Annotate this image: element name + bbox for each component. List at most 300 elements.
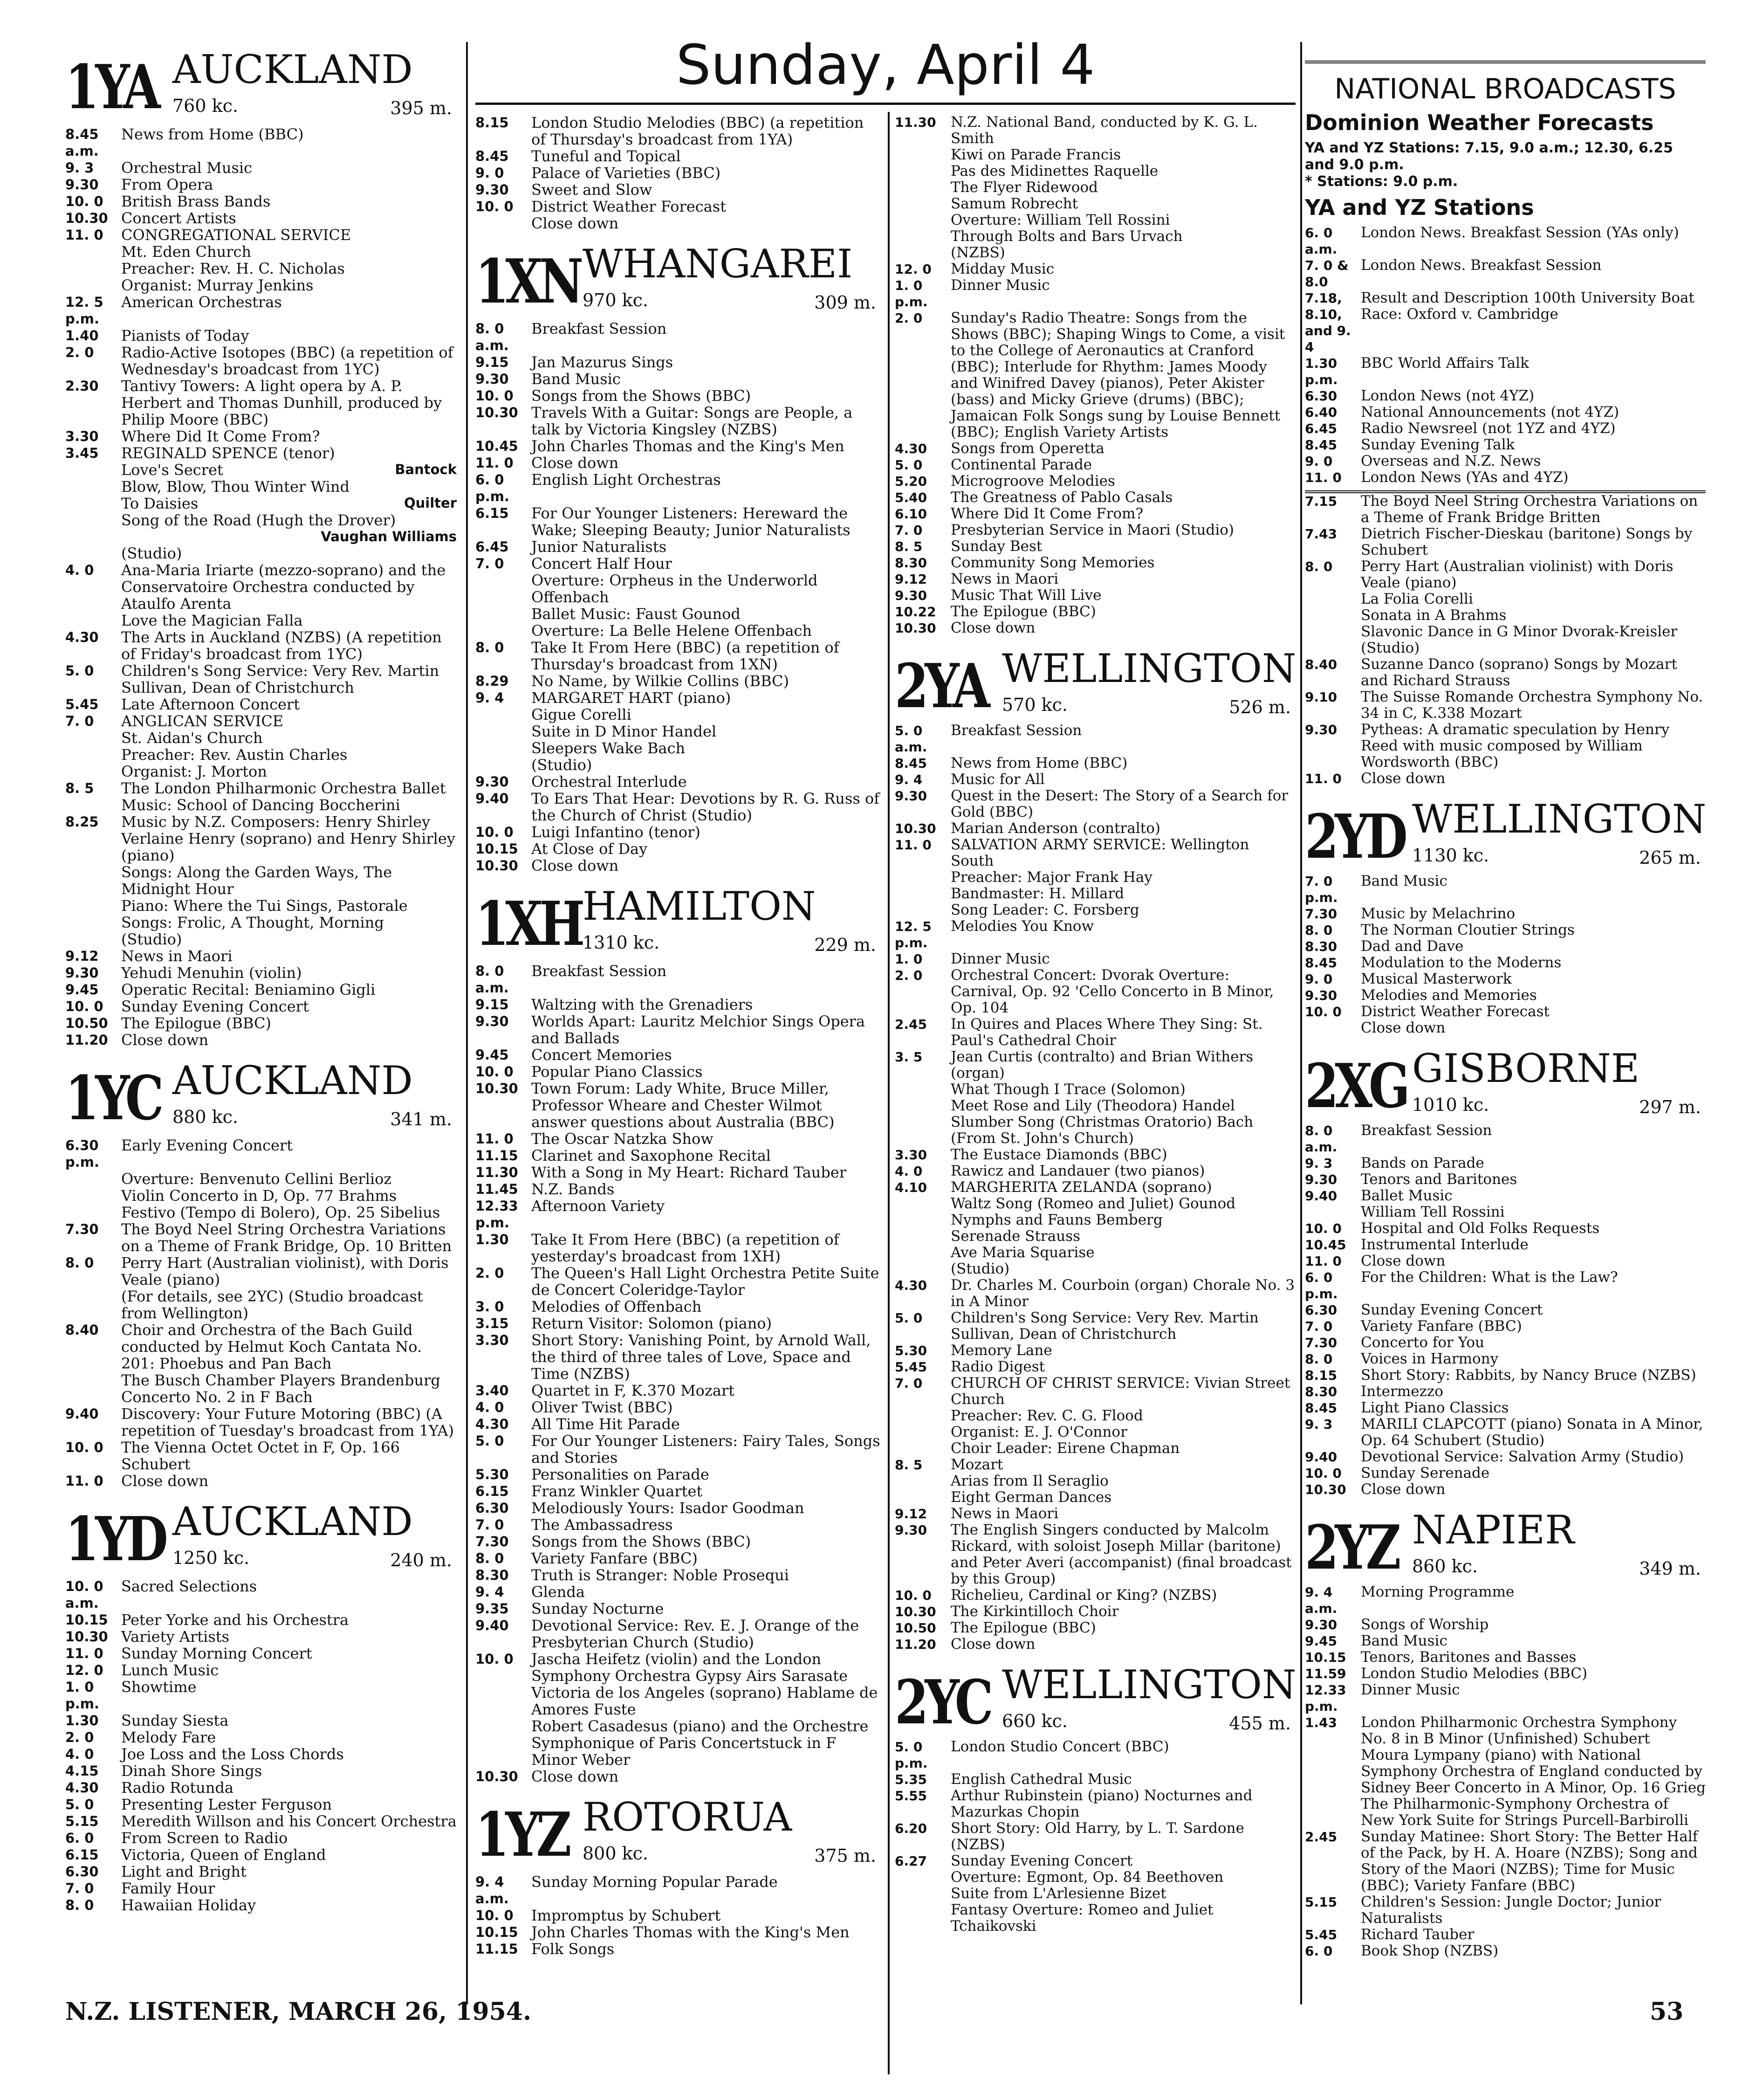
station-wavelength: 297 m. — [1639, 1097, 1701, 1117]
schedule-entry — [475, 1584, 881, 1600]
schedule-entry — [895, 506, 1296, 522]
entry-time — [65, 545, 121, 562]
entry-time: 9. 4 — [895, 772, 923, 787]
entry-time: 6.40 — [1305, 405, 1337, 420]
entry-time: 11.20 — [65, 1032, 108, 1048]
entry-time: 10. 0 — [475, 1064, 514, 1080]
entry-time: 8.30 — [1305, 939, 1337, 954]
entry-time: 10.30 — [475, 405, 518, 420]
entry-time: 8. 0 a.m. — [475, 321, 509, 353]
entry-text: SALVATION ARMY SERVICE: Wellington South — [951, 836, 1249, 869]
entry-time: 10. 0 — [475, 199, 514, 214]
entry-text: MARGARET HART (piano) — [531, 689, 731, 707]
schedule-entry — [65, 1322, 457, 1372]
schedule-entry — [65, 1796, 457, 1813]
station-header — [895, 646, 1296, 722]
schedule-entry — [895, 1228, 1296, 1245]
entry-time — [475, 706, 531, 723]
entry-time: 10.22 — [895, 604, 936, 620]
entry-time: 1.43 — [1305, 1715, 1337, 1730]
schedule-entry — [895, 245, 1296, 261]
entry-time: 3.30 — [65, 428, 99, 444]
schedule-entry — [1305, 1351, 1706, 1367]
schedule-entry — [895, 1245, 1296, 1261]
entry-text: News in Maori — [121, 947, 233, 965]
entry-text: The Epilogue (BBC) — [121, 1014, 271, 1032]
schedule-entry — [895, 1522, 1296, 1587]
entry-time: 9.15 — [475, 354, 509, 370]
entry-text: Glenda — [531, 1583, 585, 1601]
entry-time: 1.30 p.m. — [1305, 356, 1338, 387]
schedule-entry — [475, 1130, 881, 1147]
schedule-entry — [1305, 1020, 1706, 1036]
schedule-entry — [1305, 1384, 1706, 1400]
entry-text: News in Maori — [951, 1505, 1059, 1522]
entry-time: 5.15 — [65, 1813, 99, 1829]
entry-text: Pas des Midinettes Raquelle — [951, 163, 1159, 179]
schedule-entry — [895, 1886, 1296, 1902]
entry-time: 7.30 — [475, 1534, 509, 1549]
entry-text: To Ears That Hear: Devotions by R. G. Russ of the Church of Christ (Studio) — [531, 790, 880, 824]
schedule-entry — [475, 963, 881, 996]
entry-text: Fantasy Overture: Romeo and Juliet Tchaikovski — [951, 1901, 1214, 1935]
entry-time: 9.40 — [475, 1618, 509, 1633]
schedule-entry — [1305, 388, 1706, 404]
entry-text: Breakfast Session — [531, 962, 667, 980]
entry-time — [895, 1440, 951, 1457]
entry-text: Community Song Memories — [951, 554, 1155, 571]
schedule-entry — [895, 1130, 1296, 1147]
schedule-entry — [475, 857, 881, 874]
schedule-entry — [475, 1265, 881, 1298]
entry-text: Concert Memories — [531, 1046, 672, 1064]
schedule-entry — [1305, 1617, 1706, 1633]
schedule-entry — [65, 931, 457, 948]
entry-text: For the Children: What is the Law? — [1361, 1269, 1618, 1286]
entry-text: Book Shop (NZBS) — [1361, 1942, 1499, 1959]
entry-text: Kiwi on Parade Francis — [951, 146, 1121, 163]
schedule-entry — [1305, 722, 1706, 771]
entry-text: Sunday Siesta — [121, 1712, 229, 1729]
national-broadcasts-box — [1305, 61, 1706, 493]
entry-text: REGINALD SPENCE (tenor) — [121, 444, 335, 462]
schedule-entry — [1305, 257, 1706, 290]
entry-time: 9. 0 — [1305, 454, 1333, 469]
schedule-entry — [895, 1440, 1296, 1457]
entry-text: Sunday Evening Concert — [121, 998, 309, 1015]
schedule-entry — [475, 757, 881, 773]
entry-time: 6.30 — [1305, 1302, 1337, 1318]
schedule-entry — [1305, 955, 1706, 971]
entry-text: Truth is Stranger: Noble Prosequi — [531, 1566, 789, 1584]
entry-time: 9.12 — [65, 948, 99, 964]
schedule-entry — [65, 1679, 457, 1712]
entry-text: Variety Fanfare (BBC) — [1361, 1318, 1522, 1335]
entry-text: (Studio) — [531, 756, 592, 774]
station-callsign: 2XG — [1305, 1050, 1406, 1122]
entry-text: Songs: Frolic, A Thought, Morning — [121, 914, 384, 931]
song-entry — [65, 529, 457, 545]
schedule-entry — [895, 212, 1296, 228]
schedule-entry — [1305, 1633, 1706, 1649]
schedule-entry — [1305, 1269, 1706, 1302]
station-frequency: 860 kc. — [1412, 1556, 1478, 1577]
schedule-entry — [65, 1405, 457, 1439]
schedule-entry — [475, 1181, 881, 1198]
schedule-entry — [475, 165, 881, 181]
entry-text: Early Evening Concert — [121, 1136, 293, 1154]
station-header — [475, 1794, 881, 1869]
entry-text: Tenors, Baritones and Basses — [1361, 1649, 1577, 1666]
entry-time: 5.45 — [895, 1359, 927, 1375]
entry-time: 4. 0 — [895, 1164, 923, 1179]
schedule-entry — [65, 126, 457, 159]
entry-time: 10. 0 — [475, 388, 514, 404]
schedule-entry — [65, 176, 457, 193]
entry-time: 5.30 — [895, 1343, 927, 1358]
entry-time: 7.30 — [1305, 1335, 1337, 1350]
entry-time: 10.15 — [475, 1924, 518, 1940]
entry-text: Tenors and Baritones — [1361, 1171, 1517, 1188]
entry-time: 8. 0 — [65, 1897, 94, 1913]
entry-time: 3.45 — [65, 445, 99, 461]
entry-text: Close down — [1361, 1253, 1446, 1269]
entry-text: Popular Piano Classics — [531, 1063, 703, 1081]
entry-time — [895, 1408, 951, 1424]
schedule-entry — [1305, 1318, 1706, 1335]
entry-text: Suite from L'Arlesienne Bizet — [951, 1885, 1166, 1902]
entry-time — [65, 914, 121, 931]
schedule-entry — [895, 1739, 1296, 1771]
entry-text: Presbyterian Service in Maori (Studio) — [951, 522, 1234, 538]
entry-time: 10.30 — [895, 1604, 936, 1619]
entry-time — [895, 245, 951, 261]
entry-text: London Studio Melodies (BBC) (a repetition of Thursday's broadcast from 1YA) — [531, 114, 864, 148]
entry-text: Suzanne Danco (soprano) Songs by Mozart and Richard Strauss — [1361, 656, 1677, 689]
weather-line: * Stations: 9.0 p.m. — [1305, 173, 1458, 190]
song-entry — [65, 461, 457, 478]
schedule-entry — [65, 1830, 457, 1846]
schedule-entry — [65, 1187, 457, 1204]
schedule-entry — [1305, 1714, 1706, 1747]
schedule-entry — [65, 1473, 457, 1489]
station-wavelength: 240 m. — [390, 1550, 452, 1570]
schedule-entry — [475, 505, 881, 538]
entry-time: 10.30 — [895, 620, 936, 636]
schedule-entry — [475, 1063, 881, 1080]
schedule-entry — [1305, 1747, 1706, 1796]
entry-text: English Cathedral Music — [951, 1771, 1132, 1788]
entry-text: William Tell Rossini — [1361, 1204, 1505, 1220]
entry-time — [65, 897, 121, 914]
schedule-entry — [1305, 526, 1706, 558]
entry-text: With a Song in My Heart: Richard Tauber — [531, 1164, 847, 1181]
schedule-entry — [65, 562, 457, 612]
entry-text: Return Visitor: Solomon (piano) — [531, 1315, 772, 1332]
entry-text: Overture: Orpheus in the Underworld Offenbach — [531, 571, 818, 606]
entry-time: 7.43 — [1305, 526, 1337, 542]
entry-time: 5. 0 — [475, 1433, 504, 1449]
schedule-entry — [895, 1196, 1296, 1212]
entry-text: Sunday Morning Popular Parade — [531, 1873, 778, 1891]
schedule-entry — [895, 837, 1296, 869]
schedule-entry — [895, 951, 1296, 967]
entry-time: 9. 4 — [475, 690, 504, 706]
schedule-entry — [1305, 624, 1706, 640]
entry-time: 9. 4 a.m. — [1305, 1584, 1337, 1616]
entry-text: All Time Hit Parade — [531, 1415, 680, 1433]
schedule-entry — [65, 713, 457, 730]
schedule-entry — [65, 1254, 457, 1288]
entry-text: At Close of Day — [531, 840, 648, 858]
entry-text: Ave Maria Squarise — [951, 1244, 1095, 1261]
entry-time: 6.27 — [895, 1853, 927, 1869]
entry-time: 10. 0 — [475, 824, 514, 840]
entry-time: 10. 0 — [895, 1588, 932, 1603]
schedule-entry — [475, 438, 881, 454]
schedule-entry — [65, 612, 457, 629]
entry-text: Melody Fare — [121, 1728, 216, 1746]
entry-time: 8. 0 — [1305, 559, 1333, 574]
schedule-entry — [895, 457, 1296, 473]
entry-time: 5. 0 — [895, 457, 923, 473]
schedule-entry — [895, 1489, 1296, 1506]
entry-text: District Weather Forecast — [531, 198, 727, 215]
schedule-entry — [895, 277, 1296, 310]
station-header — [65, 1058, 457, 1132]
station-header — [1305, 1046, 1706, 1122]
entry-text: Tantivy Towers: A light opera by A. P. Herbert and Thomas Dunhill, produced by Philip Moore (BBC) — [121, 377, 442, 428]
entry-time — [895, 886, 951, 902]
entry-time: 9. 4 a.m. — [475, 1874, 509, 1907]
station-city: GISBORNE — [1412, 1046, 1640, 1091]
entry-text: Piano: Where the Tui Sings, Pastorale — [121, 897, 408, 915]
entry-text: Town Forum: Lady White, Bruce Miller, Professor Wheare and Chester Wilmot answer questions about Australia (BBC) — [531, 1080, 835, 1131]
entry-text: London News (YAs and 4YZ) — [1361, 469, 1569, 486]
entry-time: 8. 0 — [1305, 1351, 1333, 1367]
schedule-entry — [65, 964, 457, 981]
entry-text: Quartet in F, K.370 Mozart — [531, 1382, 735, 1399]
schedule-entry — [65, 948, 457, 964]
entry-text: London Studio Melodies (BBC) — [1361, 1665, 1588, 1682]
entry-text: Short Story: Rabbits, by Nancy Bruce (NZBS) — [1361, 1367, 1696, 1384]
song-composer: Quilter — [404, 495, 457, 511]
entry-time: 10.45 — [475, 438, 518, 454]
entry-time: 7. 0 — [65, 713, 94, 729]
entry-time: 6.45 — [1305, 421, 1337, 436]
entry-text: Bandmaster: H. Millard — [951, 885, 1125, 902]
schedule-entry — [895, 538, 1296, 555]
entry-time: 5.30 — [475, 1467, 509, 1482]
entry-text: Perry Hart (Australian violinist), with Doris Veale (piano) — [121, 1254, 449, 1288]
entry-time — [65, 931, 121, 948]
entry-text: Overture: Egmont, Op. 84 Beethoven — [951, 1869, 1224, 1886]
entry-time: 8.15 — [1305, 1368, 1337, 1383]
entry-text: American Orchestras — [121, 293, 282, 311]
schedule-entry — [475, 1080, 881, 1130]
schedule-entry — [1305, 1400, 1706, 1416]
schedule-entry — [65, 428, 457, 445]
entry-text: London News (not 4YZ) — [1361, 387, 1535, 404]
entry-time — [65, 730, 121, 746]
schedule-entry — [65, 1729, 457, 1746]
schedule-entry — [65, 1628, 457, 1645]
station-callsign: 1XN — [475, 246, 580, 317]
schedule-entry — [895, 1424, 1296, 1440]
entry-time: 2. 0 — [475, 1265, 504, 1281]
schedule-entry — [475, 198, 881, 215]
schedule-entry — [895, 604, 1296, 620]
entry-text: The Ambassadress — [531, 1516, 673, 1534]
entry-time: 7. 0 & 8.0 — [1305, 258, 1349, 289]
entry-text: Sunday Evening Talk — [1361, 436, 1515, 453]
entry-time: 9.45 — [475, 1047, 509, 1063]
stations-heading: YA and YZ Stations — [1305, 195, 1534, 220]
schedule-entry — [475, 840, 881, 857]
entry-text: Palace of Varieties (BBC) — [531, 164, 721, 182]
entry-time: 11. 0 — [65, 1473, 103, 1489]
entry-text: Radio Newsreel (not 1YZ and 4YZ) — [1361, 420, 1616, 437]
entry-text: Sleepers Wake Bach — [531, 739, 686, 757]
schedule-entry — [65, 1880, 457, 1897]
schedule-entry — [895, 1179, 1296, 1196]
entry-text: Music for All — [951, 771, 1045, 788]
entry-text: Band Music — [1361, 873, 1447, 889]
schedule-entry — [1305, 1155, 1706, 1171]
schedule-entry — [895, 196, 1296, 212]
schedule-entry — [475, 371, 881, 387]
schedule-entry — [895, 1081, 1296, 1098]
entry-time: 12. 5 p.m. — [65, 294, 103, 327]
schedule-entry — [65, 1032, 457, 1048]
entry-text: Dinner Music — [1361, 1681, 1460, 1698]
entry-time: 6. 0 p.m. — [1305, 1270, 1338, 1301]
schedule-entry — [475, 639, 881, 673]
entry-text: Songs from the Shows (BBC) — [531, 387, 751, 405]
footer-page-number: 53 — [1650, 1997, 1684, 2026]
entry-time — [1305, 624, 1361, 640]
entry-time — [475, 1718, 531, 1768]
entry-time — [895, 1869, 951, 1886]
schedule-entry — [1305, 656, 1706, 689]
entry-text: Waltzing with the Grenadiers — [531, 996, 753, 1013]
entry-text: The Epilogue (BBC) — [951, 603, 1096, 620]
entry-text: The Eustace Diamonds (BBC) — [951, 1146, 1167, 1163]
schedule-entry — [475, 538, 881, 555]
entry-text: London News. Breakfast Session — [1361, 257, 1602, 274]
entry-text: Bands on Parade — [1361, 1155, 1484, 1171]
entry-text: Close down — [1361, 1481, 1446, 1498]
entry-text: Tuneful and Topical — [531, 147, 681, 165]
schedule-entry — [895, 1408, 1296, 1424]
schedule-entry — [475, 555, 881, 572]
song-title: Love's Secret — [121, 461, 223, 479]
entry-text: Close down — [951, 1636, 1036, 1652]
entry-time: 9.30 — [65, 965, 99, 981]
station-city: HAMILTON — [583, 883, 816, 929]
schedule-entry — [895, 1820, 1296, 1853]
schedule-entry — [895, 555, 1296, 571]
entry-time: 7. 0 p.m. — [1305, 874, 1338, 905]
entry-time: 5.40 — [895, 490, 927, 505]
entry-text: Family Hour — [121, 1880, 215, 1897]
entry-time — [1305, 607, 1361, 624]
entry-time: 8.45 — [1305, 437, 1337, 453]
entry-time: 5.45 — [1305, 1927, 1337, 1942]
entry-time: 11. 0 — [65, 227, 103, 243]
entry-time: 6.45 — [475, 539, 509, 555]
station-wavelength: 375 m. — [814, 1845, 876, 1866]
schedule-entry — [1305, 1682, 1706, 1714]
entry-text: MARILI CLAPCOTT (piano) Sonata in A Minor, Op. 64 Schubert (Studio) — [1361, 1416, 1703, 1449]
entry-time: 5.20 — [895, 474, 927, 489]
entry-time: 7.30 — [1305, 906, 1337, 922]
schedule-entry — [895, 620, 1296, 636]
entry-text: Concert Half Hour — [531, 555, 672, 572]
entry-text: Dietrich Fischer-Dieskau (baritone) Songs by Schubert — [1361, 525, 1693, 558]
schedule-entry — [895, 1049, 1296, 1081]
entry-time: 10. 0 a.m. — [65, 1578, 103, 1611]
schedule-entry — [475, 1567, 881, 1584]
entry-text: Songs from the Shows (BBC) — [531, 1533, 751, 1550]
schedule-entry — [475, 1651, 881, 1684]
entry-text: No Name, by Wilkie Collins (BBC) — [531, 672, 789, 690]
entry-text: Songs: Along the Garden Ways, The Midnight Hour — [121, 863, 392, 898]
schedule-entry — [1305, 689, 1706, 722]
entry-time — [895, 1228, 951, 1245]
entry-text: The Philharmonic-Symphony Orchestra of New York Suite for Strings Purcell-Barbirolli — [1361, 1796, 1689, 1829]
schedule-entry — [1305, 1666, 1706, 1682]
schedule-entry — [475, 1047, 881, 1063]
entry-text: Pytheas: A dramatic speculation by Henry Reed with music composed by William Wordsworth (BBC) — [1361, 721, 1670, 771]
column-4 — [1305, 61, 1706, 1959]
schedule-entry — [65, 830, 457, 864]
entry-text: Sunday Evening Concert — [951, 1852, 1133, 1869]
schedule-entry — [1305, 1220, 1706, 1237]
entry-time: 11.30 — [475, 1164, 518, 1180]
entry-text: (Studio) — [121, 930, 182, 948]
entry-text: Overture: La Belle Helene Offenbach — [531, 622, 812, 640]
entry-time: 5.55 — [895, 1788, 927, 1804]
entry-time: 9.12 — [895, 571, 927, 587]
entry-time: 4.15 — [65, 1763, 99, 1779]
schedule-entry — [475, 706, 881, 723]
entry-time: 10.50 — [895, 1620, 936, 1636]
schedule-entry — [475, 1550, 881, 1567]
schedule-entry — [1305, 1367, 1706, 1384]
column-divider — [466, 42, 468, 2004]
entry-time: 4. 0 — [65, 562, 94, 578]
schedule-entry — [1305, 1796, 1706, 1829]
entry-text: London Studio Concert (BBC) — [951, 1738, 1169, 1755]
entry-text: Overture: Benvenuto Cellini Berlioz — [121, 1170, 392, 1188]
schedule-entry — [65, 159, 457, 176]
song-title: Song of the Road (Hugh the Drover) — [121, 511, 396, 529]
station-frequency: 660 kc. — [1002, 1711, 1068, 1731]
entry-text: Lunch Music — [121, 1661, 219, 1679]
entry-text: Gigue Corelli — [531, 706, 631, 723]
entry-text: Quest in the Desert: The Story of a Search for Gold (BBC) — [951, 787, 1289, 820]
station-wavelength: 265 m. — [1639, 847, 1701, 868]
entry-text: N.Z. Bands — [531, 1180, 615, 1198]
entry-text: Close down — [531, 857, 619, 874]
entry-text: London News. Breakfast Session (YAs only) — [1361, 224, 1679, 241]
entry-text: Jascha Heifetz (violin) and the London Symphony Orchestra Gypsy Airs Sarasate — [531, 1650, 848, 1685]
schedule-entry — [1305, 1927, 1706, 1943]
entry-time: 7. 0 — [1305, 1319, 1333, 1334]
entry-text: Pianists of Today — [121, 327, 249, 344]
entry-time: 7. 0 — [895, 523, 923, 538]
